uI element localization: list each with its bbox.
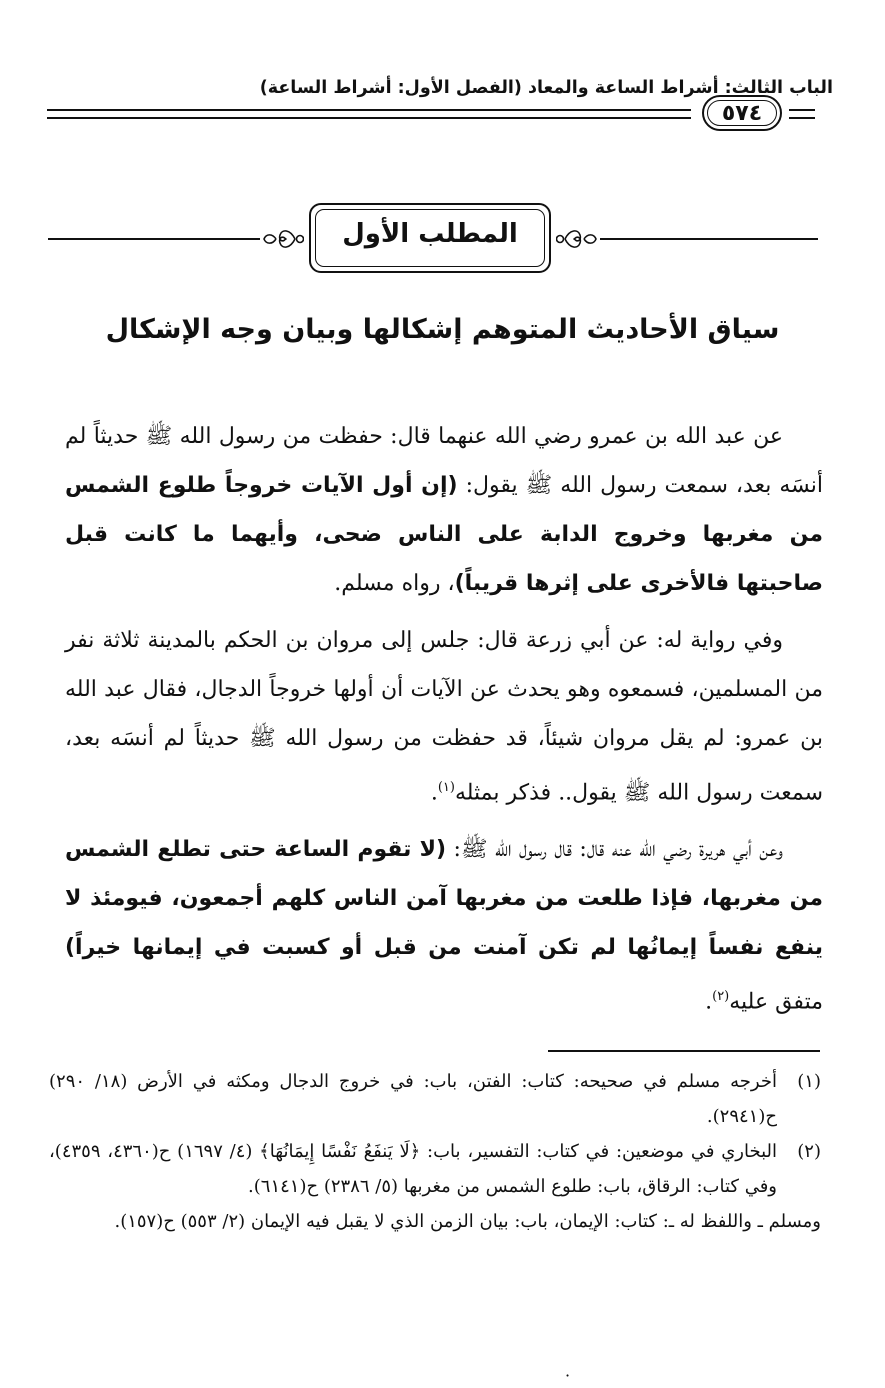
p1-hadith-text: (إن أول الآيات خروجاً طلوع الشمس من مغربها وخروج الدابة على الناس ضحى، وأيهما ما كانت قبل صاحبتها فالأخرى على إثرها قريباً) — [65, 473, 823, 596]
p1-text: عن عبد الله بن عمرو رضي الله عنهما قال: حفظت من رسول الله ﷺ حديثاً لم أنسَه بعد، سمعت رسول الله ﷺ يقول: — [65, 424, 823, 498]
main-text — [65, 412, 823, 1027]
footnote-text: البخاري في موضعين: في كتاب: التفسير، باب: ﴿لَا يَنفَعُ نَفْسًا إِيمَانُهَا﴾ (٤/ ١٦٩٧) ح(٤٣٦٠، ٤٣٥٩)، وفي كتاب: الرقاق، باب: طلوع الشمس من مغربها (٥/ ٢٣٨٦) ح(٦١٤١). — [49, 1141, 778, 1197]
p2-text: وفي رواية له: عن أبي زرعة قال: جلس إلى مروان بن الحكم بالمدينة ثلاثة نفر من المسلمين، فسمعوه وهو يحدث عن الآيات أن أولها خروجاً الدجال، فقال عبد الله بن عمرو: لم يقل مروان شيئاً، قد حفظت من رسول الله ﷺ حديثاً لم أنسَه بعد، سمعت رسول الله ﷺ يقول.. فذكر بمثله — [65, 628, 823, 806]
paragraph-1 — [65, 412, 823, 608]
left-flourish-icon — [262, 225, 304, 253]
right-ornament-line — [600, 238, 818, 240]
paragraph-3 — [65, 825, 823, 1026]
running-title: الباب الثالث: أشراط الساعة والمعاد (الفصل الأول: أشراط الساعة) — [259, 78, 833, 98]
footnote-ref-1[interactable]: (١) — [437, 780, 455, 795]
section-subtitle: سياق الأحاديث المتوهم إشكالها وبيان وجه الإشكال — [105, 314, 780, 345]
p1-source: ، رواه مسلم. — [334, 571, 455, 596]
header-double-rule — [47, 109, 691, 119]
p3-text: وعن أبي هريرة رضي الله عنه قال: قال رسول الله ﷺ: — [446, 837, 783, 863]
p3-hadith-text: (لا تقوم الساعة حتى تطلع الشمس من مغربها، فإذا طلعت من مغربها آمن الناس كلهم أجمعون، فيومئذ لا ينفع نفساً إيمانُها لم تكن آمنت من قبل أو كسبت في إيمانها خيراً) — [65, 837, 823, 961]
footnote-separator — [548, 1050, 820, 1052]
bottom-mark: · — [565, 1366, 571, 1385]
p3-source: متفق عليه — [729, 989, 823, 1015]
footnote-number: (٢) — [797, 1141, 821, 1162]
right-flourish-icon — [556, 225, 598, 253]
paragraph-2 — [65, 616, 823, 817]
section-title: المطلب الأول — [342, 219, 518, 249]
footnotes — [49, 1064, 821, 1239]
page-number-dash — [789, 109, 815, 119]
footnote-2 — [49, 1134, 821, 1204]
page-number: ٥٧٤ — [702, 95, 782, 131]
footnote-text: ومسلم ـ واللفظ له ـ: كتاب: الإيمان، باب: بيان الزمن الذي لا يقبل فيه الإيمان (٢/ ٥٥٣) ح(١٥٧). — [114, 1211, 821, 1232]
section-title-frame — [309, 203, 551, 273]
footnote-2-continued — [49, 1204, 821, 1239]
footnote-ref-2[interactable]: (٢) — [712, 989, 730, 1005]
p2-end: . — [430, 780, 438, 806]
footnote-1 — [49, 1064, 821, 1134]
p3-end: . — [705, 989, 713, 1015]
footnote-number: (١) — [797, 1071, 821, 1092]
footnote-text: أخرجه مسلم في صحيحه: كتاب: الفتن، باب: في خروج الدجال ومكثه في الأرض (١٨/ ٢٩٠) ح(٢٩٤١). — [49, 1071, 777, 1127]
left-ornament-line — [48, 238, 260, 240]
